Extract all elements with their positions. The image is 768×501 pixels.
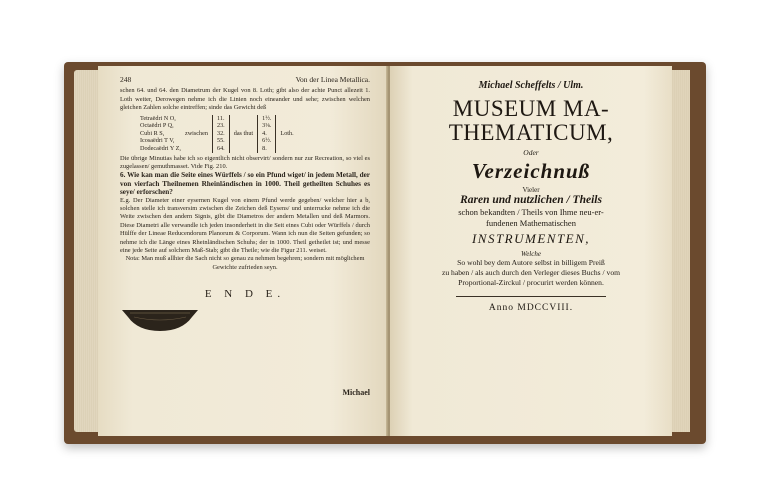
left-page-text — [120, 76, 370, 336]
paragraph-2: Die übrige Minutias habe ich so eigentlich nicht observirt/ sondern nur zur Recreation, so viel es zugelassen/ gemuthmasset. Vide Fig. 210. — [120, 154, 370, 170]
table-values-2 — [257, 115, 276, 153]
table-value: 3⅛. — [262, 122, 272, 130]
catchword: Michael — [342, 388, 370, 397]
bekandten-line: schon bekandten / Theils von Ihme neu-er- — [458, 207, 604, 217]
left-page-header — [120, 76, 370, 84]
running-head: Von der Linea Metallica. — [295, 75, 370, 84]
verzeichnuss-title: Verzeichnuß — [471, 159, 591, 183]
publication-year: Anno MDCCVIII. — [488, 303, 574, 313]
divider-rule — [456, 296, 606, 297]
title-line-2: THEMATICUM, — [448, 120, 614, 145]
table-value: 4. — [262, 129, 267, 137]
availability-line-1: So wohl bey dem Autore selbst in billigem Preiß — [457, 258, 605, 267]
vieler-word: Vieler — [522, 186, 540, 194]
ende-label: E N D E. — [204, 288, 286, 301]
unit-label: Loth. — [280, 129, 294, 137]
availability-line-2: zu haben / als auch durch den Verleger dieses Buchs / vom — [441, 268, 621, 277]
section-heading: 6. Wie kan man die Seite eines Würffels / so ein Pfund wiget/ in jedem Metall, der von vierfach Theilnemen Rheinländischen in 1000. Theil getheilten Schuhes es seye/ erforschen? — [120, 171, 370, 197]
fundenen-line: fundenen Mathematischen — [486, 218, 576, 228]
bowl-vignette-icon — [120, 307, 200, 333]
page-edges-right — [670, 70, 690, 432]
raren-line: Raren und nutzlichen / Theils — [460, 194, 602, 206]
table-row-name: Dodecaëdri Y Z, — [140, 145, 181, 152]
table-value: 1½. — [262, 114, 272, 122]
instrumenten-line: INSTRUMENTEN, — [471, 231, 591, 246]
left-page — [98, 66, 388, 436]
author-line: Michael Scheffelts / Ulm. — [478, 80, 584, 91]
table-between — [185, 115, 208, 153]
between-word: zwischen — [184, 129, 208, 137]
table-row-name: Icosaëdri T V, — [140, 137, 175, 145]
table-row-name: Cubi R S, — [140, 129, 165, 137]
table-names — [140, 115, 181, 153]
right-page — [390, 66, 672, 436]
table-value: 23. — [216, 122, 225, 130]
open-book — [64, 56, 706, 448]
table-value: 11. — [216, 114, 225, 122]
table-value: 64. — [216, 145, 225, 152]
table-values-1 — [212, 115, 230, 153]
table-unit — [280, 115, 293, 153]
welche-word: Welche — [521, 250, 541, 258]
paragraph-1: schen 64. und 64. den Diametrum der Kugel von 8. Loth; gibt also der achte Punct allezeit 1. Loth weiter, Derowegen nehme ich die Linien noch eineander und sehe; zwischen welchen gleichen Zahlen solche eintreffen; sinde das Gewicht deß — [120, 87, 370, 112]
table-value: 8. — [262, 145, 267, 152]
title-page — [402, 80, 660, 313]
table-row-name: Tetraëdri N O, — [140, 114, 176, 122]
weight-table — [140, 115, 370, 153]
title-line-1: MUSEUM MA- — [452, 96, 610, 121]
table-value: 32. — [216, 129, 225, 137]
table-row-name: Octaëdri P Q, — [140, 122, 174, 130]
table-thut — [234, 115, 253, 153]
das-thut: das thut — [233, 129, 254, 137]
page-number: 248 — [120, 75, 132, 84]
oder-word: Oder — [523, 148, 539, 157]
table-value: 55. — [216, 137, 225, 145]
nota-paragraph: Nota: Man muß allhier die Sach nicht so genau zu nehmen begehren; sondern mit möglichem Gewichte zufrieden seyn. — [125, 255, 365, 271]
table-value: 6½. — [262, 137, 272, 145]
page-edges-left — [74, 70, 100, 432]
availability-line-3: Proportional-Zirckul / procurirt werden können. — [458, 278, 604, 287]
paragraph-3: E.g. Der Diameter einer eysernen Kugel von einem Pfund werde gegeben/ welcher hier a b, solchen stelle ich transversim zwischen die Zeichen deß Eysens/ und unterrucke nehme ich die Weite zwischen den andern Signis, gibt die Diametros der andern Metallen und deß Marmors. Diese Diametri alle verwandle ich jeden insonderheit in die Seit eines Cubi oder Würffels / durch Hülffe der Lineae Reducendorum Planorum & Corporum. Wann ich nun die Seiten gefunden; so nehme ich die Länge eines Rheinländischen Schuhs; der in 1000. Theil getheilet ist; und messe eine jede Seite auf solchem Maß-Stab; gibt die Theile; wie die Figur 211. weiset. — [120, 196, 370, 255]
